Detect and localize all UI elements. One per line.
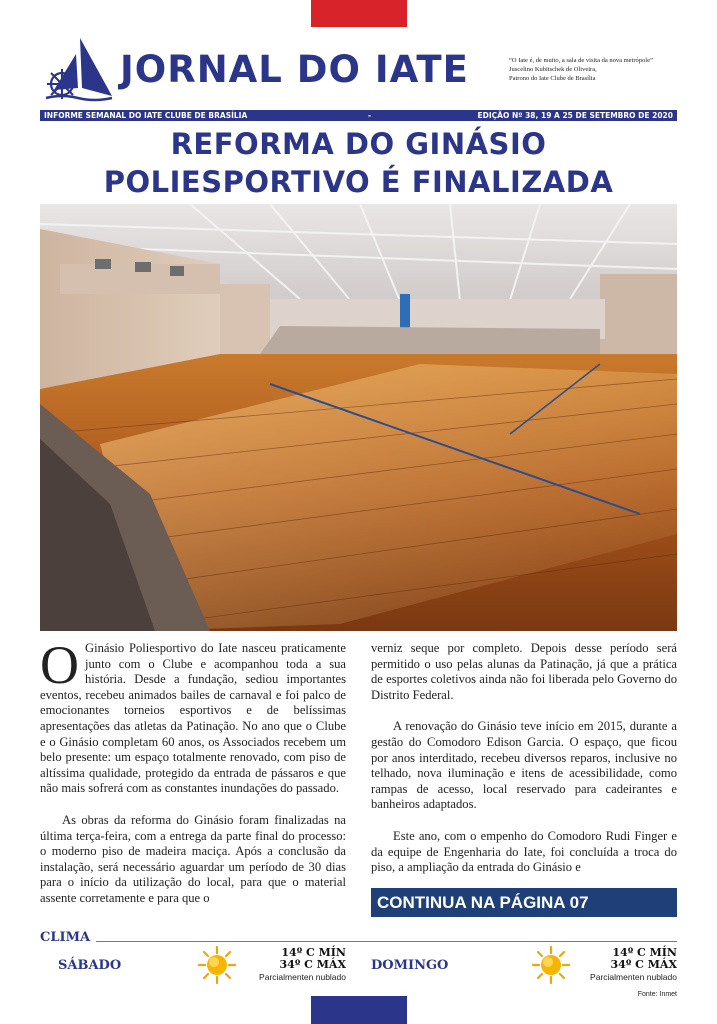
weather-temps-sunday <box>590 947 677 983</box>
headline <box>40 125 677 201</box>
top-red-tab <box>311 0 407 27</box>
article-paragraph-1: Ginásio Poliesportivo do Iate nasceu praticamente junto com o Clube e acompanhou toda a sua história. Desde a fundação, sediou importantes eventos, recebeu animados bailes de carnaval e foi palco de emocionantes torneios esportivos e de belíssimas apresentações das atletas da Patinação. No ano que o Clube e o Ginásio completam 60 anos, os Associados recebem um belo presente: um espaço totalmente renovado, com piso de altíssima qualidade, protegido da entrada de pássaros e que não mais sofrerá com as constantes inundações do passado. <box>40 641 346 796</box>
weather-condition: Parcialmenten nublado <box>259 972 346 982</box>
article-paragraph-3: verniz seque por completo. Depois desse período será permitido o uso pelas alunas da Patinação, já que a prática de esportes coletivos ainda não foi liberada pelo Governo do Distrito Federal. <box>371 641 677 702</box>
weather-temps-saturday <box>259 947 346 983</box>
continue-on-page-banner: CONTINUA NA PÁGINA 07 <box>371 888 677 917</box>
quote-author: Juscelino Kubitschek de Oliveira, <box>509 66 597 73</box>
weather-day-saturday: SÁBADO <box>58 958 122 973</box>
drop-cap: O <box>40 635 79 695</box>
temp-min: 14º C MÍN <box>612 946 677 959</box>
sun-icon <box>532 946 570 984</box>
gym-photo <box>40 204 677 631</box>
edition-number-date: EDIÇÃO Nº 38, 19 A 25 DE SETEMBRO DE 2020 <box>477 111 673 120</box>
newspaper-title: JORNAL DO IATE <box>120 48 469 91</box>
weather-divider <box>96 941 677 942</box>
weather-source: Fonte: Inmet <box>637 991 677 998</box>
weather-label: CLIMA <box>40 930 91 945</box>
article-paragraph-5: Este ano, com o empenho do Comodoro Rudi Finger e da equipe de Engenharia do Iate, foi concluída a troca do piso, a ampliação da entrada do Ginásio e <box>371 828 677 875</box>
masthead-quote <box>509 56 709 83</box>
quote-text: “O Iate é, de muito, a sala de visita da nova metrópole” <box>509 57 653 64</box>
article-paragraph-2: As obras da reforma do Ginásio foram finalizadas na última terça-feira, com a entrega da parte final do processo: o moderno piso de madeira maciça. Após a conclusão da instalação, será necessário aguardar um período de 30 dias para o início da utilização do local, para que o material assente corretamente e para que o <box>40 812 346 905</box>
edition-publisher: INFORME SEMANAL DO IATE CLUBE DE BRASÍLIA <box>44 111 248 120</box>
temp-max: 34º C MÁX <box>610 958 677 971</box>
sun-icon <box>198 946 236 984</box>
edition-separator: - <box>368 111 372 120</box>
headline-line-2: POLIESPORTIVO É FINALIZADA <box>103 165 614 199</box>
bottom-blue-tab <box>311 996 407 1024</box>
temp-max: 34º C MÁX <box>279 958 346 971</box>
temp-min: 14º C MÍN <box>281 946 346 959</box>
edition-bar <box>40 110 677 121</box>
quote-role: Patrono do Iate Clube de Brasília <box>509 75 596 82</box>
article-column-2 <box>371 641 677 876</box>
article-column-1 <box>40 635 346 907</box>
headline-line-1: REFORMA DO GINÁSIO <box>170 127 547 161</box>
weather-condition: Parcialmenten nublado <box>590 972 677 982</box>
iate-logo-icon <box>42 36 116 106</box>
article-paragraph-4: A renovação do Ginásio teve início em 2015, durante a gestão do Comodoro Edison Garcia. O espaço, que ficou por anos interditado, recebeu diversos reparos, inclusive no telhado, nova iluminação e itens de acessibilidade, como rampas de acesso, local reservado para cadeirantes e banheiros adaptados. <box>371 719 677 812</box>
masthead <box>40 36 680 106</box>
weather-day-sunday: DOMINGO <box>371 958 449 973</box>
